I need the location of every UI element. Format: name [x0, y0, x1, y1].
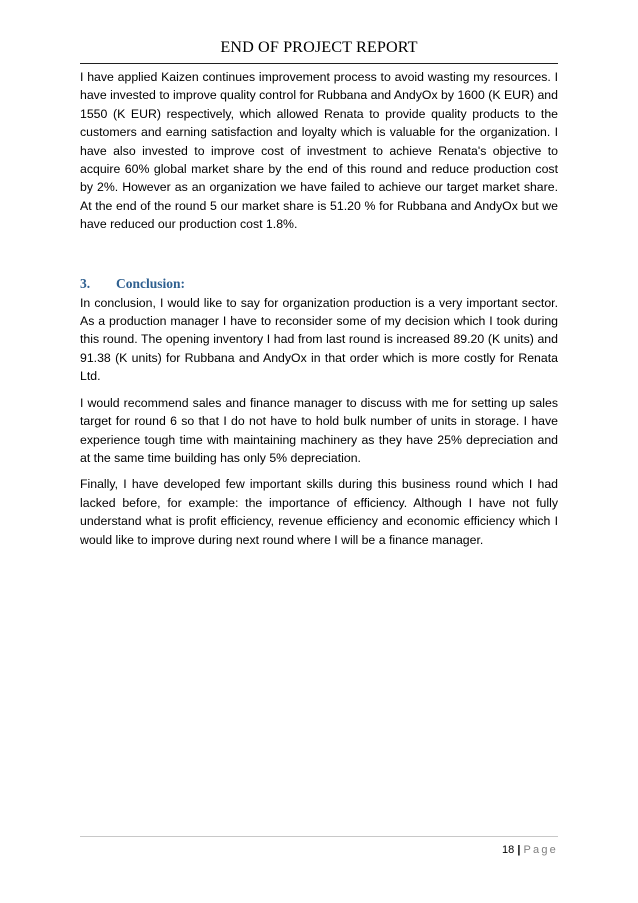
footer-divider — [80, 836, 558, 837]
document-body — [80, 68, 558, 549]
conclusion-paragraph-1: In conclusion, I would like to say for organization production is a very important sector. As a production manager I have to reconsider some of my decision which I took during this round. The opening inventory I had from last round is increased 89.20 (K units) and 91.38 (K units) for Rubbana and AndyOx in that order which is more costly for Renata Ltd. — [80, 295, 558, 384]
page-footer — [502, 843, 558, 857]
page-header-title: END OF PROJECT REPORT — [220, 38, 418, 56]
header-divider — [80, 63, 558, 64]
section-title: Conclusion: — [116, 275, 186, 291]
section-number: 3. — [80, 275, 91, 291]
conclusion-paragraph-2: I would recommend sales and finance manager to discuss with me for setting up sales target for round 6 so that I do not have to hold bulk number of units in storage. I have experience tough time with maintaining machinery as they have 25% depreciation and at the same time building has only 5% depreciation. — [80, 395, 558, 465]
page-label: Page — [523, 844, 558, 856]
intro-paragraph: I have applied Kaizen continues improvement process to avoid wasting my resources. I have invested to improve quality control for Rubbana and AndyOx by 1600 (K EUR) and 1550 (K EUR) respectively, which allowed Renata to provide quality products to the customers and earning satisfaction and loyalty which is valuable for the organization. I have also invested to improve cost of investment to achieve Renata's objective to acquire 60% global market share by the end of this round and reduce production cost by 2%. However as an organization we have failed to achieve our target market share. At the end of the round 5 our market share is 51.20 % for Rubbana and AndyOx but we have reduced our production cost 1.8%. — [80, 70, 558, 232]
conclusion-paragraph-3: Finally, I have developed few important skills during this business round which I had lacked before, for example: the importance of efficiency. Although I have not fully understand what is profit efficiency, revenue efficiency and economic efficiency which I would like to improve during next round where I will be a finance manager. — [80, 477, 558, 547]
page-number: 18 — [502, 844, 515, 856]
footer-separator: | — [517, 844, 521, 856]
section-heading — [80, 275, 558, 293]
